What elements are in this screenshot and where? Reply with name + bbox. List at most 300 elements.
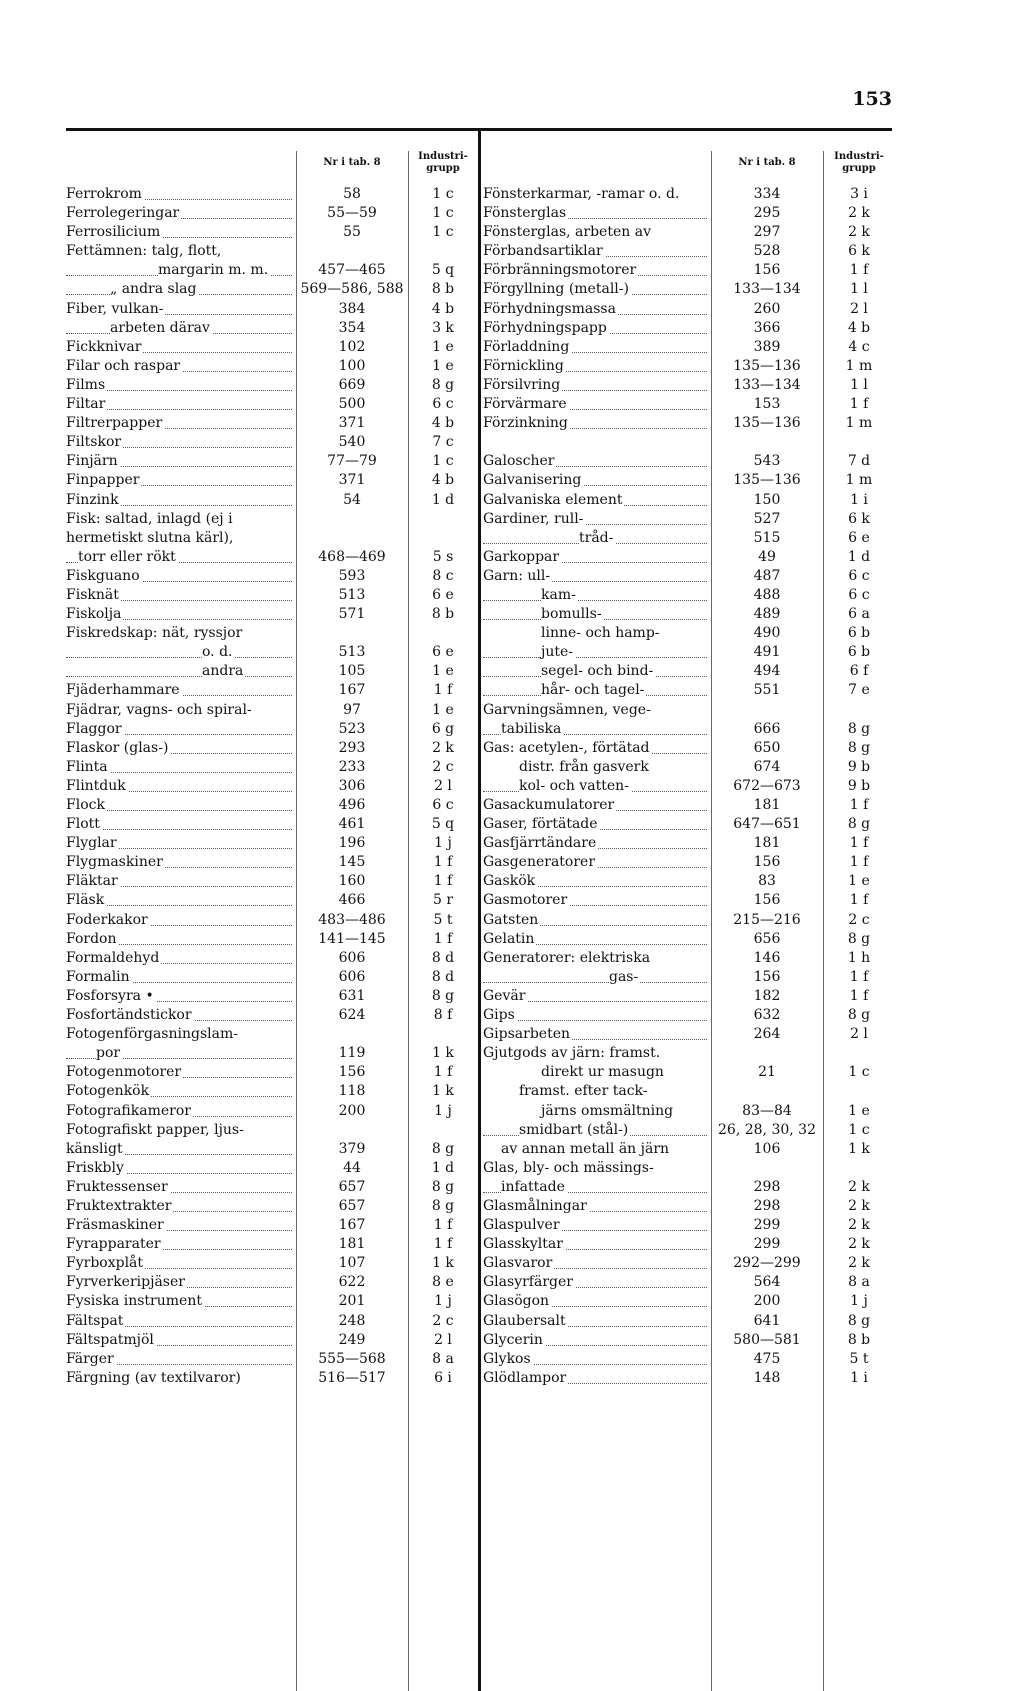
entry-term-text: Flyglar: [66, 835, 117, 852]
entry-table-number: 540: [338, 434, 366, 451]
entry-term-text: Fiskolja: [66, 606, 122, 623]
entry-table-number: 513: [338, 644, 366, 661]
index-entry: [66, 1102, 478, 1121]
entry-term-text: Garkoppar: [483, 548, 560, 565]
entry-industry-group: 8 a: [432, 1350, 454, 1367]
entry-table-number: 83—84: [742, 1102, 792, 1119]
index-entry: [481, 1102, 895, 1121]
index-entry: [481, 815, 895, 834]
entry-term: [483, 1235, 711, 1254]
entry-term: [483, 491, 711, 510]
entry-table-number: 371: [338, 415, 366, 432]
index-entry: [481, 796, 895, 815]
entry-term: [66, 1006, 296, 1025]
entry-table-number: 674: [753, 758, 781, 775]
entry-table-number: 513: [338, 586, 366, 603]
entry-term-text: margarin m. m.: [158, 262, 269, 279]
entry-term: [483, 1312, 711, 1331]
entry-industry-group: 3 i: [850, 186, 868, 202]
entry-term-text: jute-: [541, 644, 573, 661]
entry-term: [483, 968, 711, 987]
entry-table-number: 656: [753, 930, 781, 947]
entry-industry-group: 2 l: [850, 1026, 868, 1043]
entry-term: [483, 1273, 711, 1292]
entry-term-text: känsligt: [66, 1140, 123, 1157]
entry-table-number: 468—469: [318, 548, 386, 565]
index-entry: [66, 204, 478, 223]
header-group: [408, 151, 478, 175]
entry-term: [483, 701, 711, 720]
entry-industry-group: 2 c: [848, 911, 870, 928]
entry-term-text: Fordon: [66, 930, 117, 947]
entry-term-text: Generatorer: elektriska: [483, 949, 651, 966]
entry-table-number: 466: [338, 892, 366, 909]
entry-term-text: bomulls-: [541, 606, 602, 623]
entry-term-text: Förladdning: [483, 338, 570, 355]
entry-industry-group: 4 b: [847, 319, 871, 336]
entry-term-text: kol- och vatten-: [519, 777, 629, 794]
entry-term-text: Gardiner, rull-: [483, 510, 584, 527]
entry-table-number: 26, 28, 30, 32: [718, 1121, 816, 1138]
entry-table-number: 580—581: [733, 1331, 801, 1348]
entry-term-text: Förbränningsmotorer: [483, 262, 637, 279]
entry-industry-group: 2 k: [848, 205, 870, 222]
entry-term: [66, 872, 296, 891]
entry-table-number: 371: [338, 472, 366, 489]
entry-term: [483, 357, 711, 376]
entry-term: [66, 1292, 296, 1311]
entry-table-number: 571: [338, 606, 366, 623]
entry-term-text: Glasögon: [483, 1293, 550, 1310]
entry-industry-group: 1 k: [432, 1045, 454, 1062]
entry-table-number: 167: [338, 1217, 366, 1234]
entry-term-text: Glasskyltar: [483, 1236, 563, 1253]
entry-term-text: arbeten därav: [110, 319, 210, 336]
entry-term-text: Gaskök: [483, 873, 536, 890]
entry-term: [483, 510, 711, 529]
entry-term-text: Gips: [483, 1007, 515, 1024]
entry-table-number: 622: [338, 1274, 366, 1291]
entry-term-text: Filtar: [66, 396, 106, 413]
index-entry: [481, 1159, 895, 1178]
entry-industry-group: 1 c: [848, 1121, 870, 1138]
entry-term-text: hår- och tagel-: [541, 682, 645, 699]
entry-term: [483, 242, 711, 261]
entry-term: [66, 949, 296, 968]
entry-term-text: Glaspulver: [483, 1217, 560, 1234]
entry-term-text: Filtskor: [66, 434, 122, 451]
entry-term-text: Galoscher: [483, 453, 555, 470]
index-entry: [66, 681, 478, 700]
index-entry: [66, 720, 478, 739]
entry-term-text: andra: [202, 663, 244, 680]
entry-term-text: hermetiskt slutna kärl),: [66, 529, 234, 546]
entry-industry-group: 8 g: [847, 816, 871, 833]
entry-industry-group: 1 i: [850, 491, 868, 508]
entry-industry-group: 2 k: [848, 1255, 870, 1272]
entry-term: [66, 204, 296, 223]
entry-industry-group: 8 a: [848, 1274, 870, 1291]
entry-term: [66, 319, 296, 338]
entry-term-text: Fiskredskap: nät, ryssjor: [66, 625, 243, 642]
index-entry: [481, 987, 895, 1006]
column-header: [66, 131, 478, 185]
entry-term-text: Friskbly: [66, 1159, 124, 1176]
entry-term-text: Fisk: saltad, inlagd (ej i: [66, 510, 233, 527]
entry-term: [66, 376, 296, 395]
entry-term: [483, 853, 711, 872]
entry-term: [483, 1292, 711, 1311]
entry-industry-group: 8 g: [431, 376, 455, 393]
index-entry: [481, 853, 895, 872]
entry-industry-group: 1 f: [849, 987, 869, 1004]
entry-table-number: 100: [338, 357, 366, 374]
entry-industry-group: 1 c: [432, 186, 454, 202]
index-entry: [481, 242, 895, 261]
entry-term: [483, 1121, 711, 1140]
entry-term-text: Fotografikameror: [66, 1102, 191, 1119]
entry-industry-group: 8 b: [847, 1331, 871, 1348]
column-divider: [823, 151, 824, 1691]
entry-table-number: 260: [753, 300, 781, 317]
entry-term: [483, 1140, 711, 1159]
entry-term-text: Fruktextrakter: [66, 1197, 172, 1214]
entry-term-text: Fjäderhammare: [66, 682, 180, 699]
entry-table-number: 647—651: [733, 816, 801, 833]
entry-term: [66, 1121, 296, 1140]
entry-term-text: Formalin: [66, 968, 130, 985]
entry-industry-group: 1 m: [845, 357, 873, 374]
entry-table-number: 141—145: [318, 930, 386, 947]
entry-term-text: Gas: acetylen-, förtätad: [483, 739, 650, 756]
entry-table-number: 156: [753, 892, 781, 909]
entry-table-number: 133—134: [733, 281, 801, 298]
index-entry: [66, 185, 478, 204]
entry-industry-group: 1 f: [433, 1064, 453, 1081]
entry-industry-group: 3 k: [432, 319, 454, 336]
column-header: [481, 131, 895, 185]
index-entry: [66, 930, 478, 949]
index-entry: [481, 1025, 895, 1044]
index-entry: [66, 1254, 478, 1273]
entry-term-text: Gjutgods av järn: framst.: [483, 1045, 661, 1062]
entry-term: [66, 548, 296, 567]
entry-table-number: 181: [338, 1236, 366, 1253]
entry-industry-group: 9 b: [847, 758, 871, 775]
entry-term: [483, 872, 711, 891]
entry-term: [66, 1331, 296, 1350]
entry-term: [483, 1178, 711, 1197]
entry-term: [66, 242, 296, 261]
index-entry: [481, 1292, 895, 1311]
entry-industry-group: 8 c: [432, 567, 454, 584]
entry-term-text: Förhydningsmassa: [483, 300, 616, 317]
entry-table-number: 135—136: [733, 415, 801, 432]
index-entry: [66, 1044, 478, 1063]
entry-industry-group: 1 e: [848, 873, 870, 890]
entry-industry-group: 6 f: [849, 663, 869, 680]
entry-industry-group: 8 d: [431, 968, 455, 985]
index-entry: [481, 1273, 895, 1292]
index-entry: [481, 280, 895, 299]
entry-industry-group: 1 d: [847, 548, 871, 565]
index-entry: [66, 815, 478, 834]
index-entry: [481, 414, 895, 433]
entry-term-text: Filar och raspar: [66, 357, 181, 374]
entry-term-text: Fönsterkarmar, -ramar o. d.: [483, 186, 680, 202]
entry-term: [483, 949, 711, 968]
index-entry: [66, 968, 478, 987]
index-entry: [481, 911, 895, 930]
header-nr: Nr i tab. 8: [738, 157, 796, 168]
entry-industry-group: 1 e: [432, 701, 454, 718]
entry-table-number: 384: [338, 300, 366, 317]
entry-table-number: 97: [343, 701, 361, 718]
index-entry: [481, 261, 895, 280]
entry-term: [66, 911, 296, 930]
index-entry: [481, 1006, 895, 1025]
entry-term: [66, 471, 296, 490]
index-entry: [481, 548, 895, 567]
index-entry: [481, 739, 895, 758]
entry-term: [66, 1082, 296, 1101]
entry-term-text: Fysiska instrument: [66, 1293, 202, 1310]
entry-term: [66, 968, 296, 987]
entry-term: [66, 1216, 296, 1235]
column-divider: [296, 151, 297, 1691]
header-group-line2: grupp: [426, 163, 460, 174]
entry-term: [66, 758, 296, 777]
entry-table-number: 334: [753, 186, 781, 202]
entry-industry-group: 1 f: [433, 930, 453, 947]
index-entry: [66, 586, 478, 605]
entry-term-text: Glasmålningar: [483, 1197, 587, 1214]
index-entry: [481, 662, 895, 681]
entry-table-number: 233: [338, 758, 366, 775]
index-entry: [66, 739, 478, 758]
entry-term: [483, 414, 711, 433]
entry-table-number: 299: [753, 1217, 781, 1234]
entry-industry-group: 6 b: [847, 644, 871, 661]
entry-term: [483, 261, 711, 280]
entry-term: [66, 1025, 296, 1044]
entry-term-text: Färgning (av textilvaror): [66, 1369, 241, 1386]
index-entry: [481, 586, 895, 605]
index-entry: [66, 1178, 478, 1197]
entry-term-text: Fönsterglas, arbeten av: [483, 224, 651, 241]
entry-term: [483, 911, 711, 930]
entry-term: [483, 1063, 711, 1082]
entry-term: [483, 624, 711, 643]
entry-table-number: 150: [753, 491, 781, 508]
entry-industry-group: 1 e: [432, 357, 454, 374]
entry-term: [66, 300, 296, 319]
entry-term: [483, 586, 711, 605]
index-entry: [481, 1254, 895, 1273]
entry-table-number: 299: [753, 1236, 781, 1253]
entry-term-text: Glödlampor: [483, 1369, 567, 1386]
entry-term-text: Fotografiskt papper, ljus-: [66, 1121, 244, 1138]
entry-term-text: Flock: [66, 797, 105, 813]
index-entry: [481, 1063, 895, 1082]
entry-table-number: 153: [753, 396, 781, 413]
entry-industry-group: 8 g: [847, 739, 871, 756]
entry-term: [66, 395, 296, 414]
entry-industry-group: 1 m: [845, 415, 873, 432]
index-entry: [481, 452, 895, 471]
entry-table-number: 146: [753, 949, 781, 966]
entry-table-number: 167: [338, 682, 366, 699]
entry-table-number: 672—673: [733, 777, 801, 794]
index-entry: [481, 1178, 895, 1197]
index-entry: [481, 1044, 895, 1063]
index-entry: [66, 1312, 478, 1331]
entry-term-text: Fältspatmjöl: [66, 1331, 154, 1348]
entry-table-number: 156: [753, 262, 781, 279]
index-entry: [481, 1140, 895, 1159]
rows-left: [66, 185, 478, 1388]
entry-table-number: 135—136: [733, 357, 801, 374]
entry-table-number: 489: [753, 606, 781, 623]
entry-term: [66, 338, 296, 357]
entry-table-number: 624: [338, 1007, 366, 1024]
entry-term: [66, 567, 296, 586]
entry-industry-group: 1 k: [432, 1255, 454, 1272]
entry-term-text: linne- och hamp-: [541, 625, 660, 642]
entry-table-number: 487: [753, 567, 781, 584]
leader-dots: [66, 657, 292, 658]
entry-industry-group: 5 r: [432, 892, 454, 909]
header-nr: Nr i tab. 8: [323, 157, 381, 168]
entry-term: [66, 185, 296, 204]
entry-term: [483, 185, 711, 204]
entry-term: [483, 815, 711, 834]
entry-term-text: Flintduk: [66, 777, 126, 794]
entry-term: [483, 891, 711, 910]
index-entry: [66, 987, 478, 1006]
entry-industry-group: 2 l: [850, 300, 868, 317]
entry-industry-group: 1 i: [850, 1369, 868, 1386]
entry-industry-group: 1 f: [433, 873, 453, 890]
entry-table-number: 632: [753, 1007, 781, 1024]
entry-term-text: por: [96, 1045, 121, 1062]
entry-table-number: 523: [338, 720, 366, 737]
entry-term: [66, 987, 296, 1006]
entry-term: [483, 1197, 711, 1216]
entry-table-number: 297: [753, 224, 781, 241]
entry-industry-group: 1 c: [432, 224, 454, 241]
entry-term-text: torr eller rökt: [78, 548, 176, 565]
entry-term-text: Gatsten: [483, 911, 539, 928]
entry-term: [66, 1063, 296, 1082]
entry-term: [483, 1331, 711, 1350]
entry-term: [483, 300, 711, 319]
entry-industry-group: 1 f: [849, 968, 869, 985]
leader-dots: [483, 600, 707, 601]
entry-industry-group: 4 c: [848, 338, 870, 355]
entry-term-text: Färger: [66, 1350, 114, 1367]
entry-table-number: 148: [753, 1369, 781, 1386]
entry-term-text: Gelatin: [483, 930, 535, 947]
entry-industry-group: 6 c: [432, 797, 454, 813]
entry-term: [483, 1102, 711, 1121]
entry-term-text: Fickknivar: [66, 338, 142, 355]
entry-term: [66, 739, 296, 758]
index-entry: [66, 242, 478, 261]
entry-term-text: Förbandsartiklar: [483, 243, 603, 260]
header-group: [823, 151, 895, 175]
index-entry: [66, 548, 478, 567]
entry-term-text: Glas, bly- och mässings-: [483, 1159, 654, 1176]
entry-term: [66, 643, 296, 662]
entry-term: [483, 1369, 711, 1388]
entry-industry-group: 1 c: [848, 1064, 870, 1081]
entry-table-number: 83: [758, 873, 776, 890]
entry-term-text: Gaser, förtätade: [483, 816, 598, 833]
entry-term: [66, 853, 296, 872]
entry-industry-group: 1 e: [432, 663, 454, 680]
entry-industry-group: 7 c: [432, 434, 454, 451]
index-entry: [66, 395, 478, 414]
entry-term: [483, 777, 711, 796]
entry-table-number: 527: [753, 510, 781, 527]
entry-industry-group: 8 g: [847, 1312, 871, 1329]
index-entry: [481, 185, 895, 204]
entry-term-text: Förhydningspapp: [483, 319, 607, 336]
index-entry: [66, 1369, 478, 1388]
index-entry: [481, 357, 895, 376]
entry-term: [66, 414, 296, 433]
index-entry: [481, 319, 895, 338]
index-entry: [66, 796, 478, 815]
entry-industry-group: 2 k: [848, 1217, 870, 1234]
entry-term-text: Fläsk: [66, 892, 105, 909]
entry-industry-group: 1 m: [845, 472, 873, 489]
entry-industry-group: 1 f: [433, 1217, 453, 1234]
entry-term: [483, 1082, 711, 1101]
entry-term: [483, 452, 711, 471]
index-entry: [66, 452, 478, 471]
entry-term: [66, 1350, 296, 1369]
entry-table-number: 543: [753, 453, 781, 470]
entry-term-text: Gevär: [483, 987, 526, 1004]
entry-term: [483, 1044, 711, 1063]
entry-term-text: Flygmaskiner: [66, 854, 163, 871]
entry-table-number: 145: [338, 854, 366, 871]
entry-term-text: Fyrboxplåt: [66, 1255, 144, 1272]
index-entry: [481, 701, 895, 720]
entry-table-number: 461: [338, 816, 366, 833]
index-entry: [481, 567, 895, 586]
index-column-right: [478, 131, 895, 1691]
index-entry: [66, 280, 478, 299]
entry-table-number: 555—568: [318, 1350, 386, 1367]
entry-term: [483, 548, 711, 567]
entry-term: [483, 834, 711, 853]
index-entry: [481, 395, 895, 414]
entry-industry-group: 6 c: [432, 396, 454, 413]
entry-term: [483, 758, 711, 777]
entry-term-text: Fjädrar, vagns- och spiral-: [66, 701, 252, 718]
entry-term-text: „ andra slag: [110, 281, 197, 298]
entry-term: [66, 491, 296, 510]
page-number: 153: [852, 88, 892, 110]
entry-industry-group: 8 g: [847, 720, 871, 737]
index-entry: [481, 834, 895, 853]
entry-industry-group: 6 k: [848, 243, 870, 260]
entry-industry-group: 1 f: [849, 892, 869, 909]
entry-term: [66, 510, 296, 529]
